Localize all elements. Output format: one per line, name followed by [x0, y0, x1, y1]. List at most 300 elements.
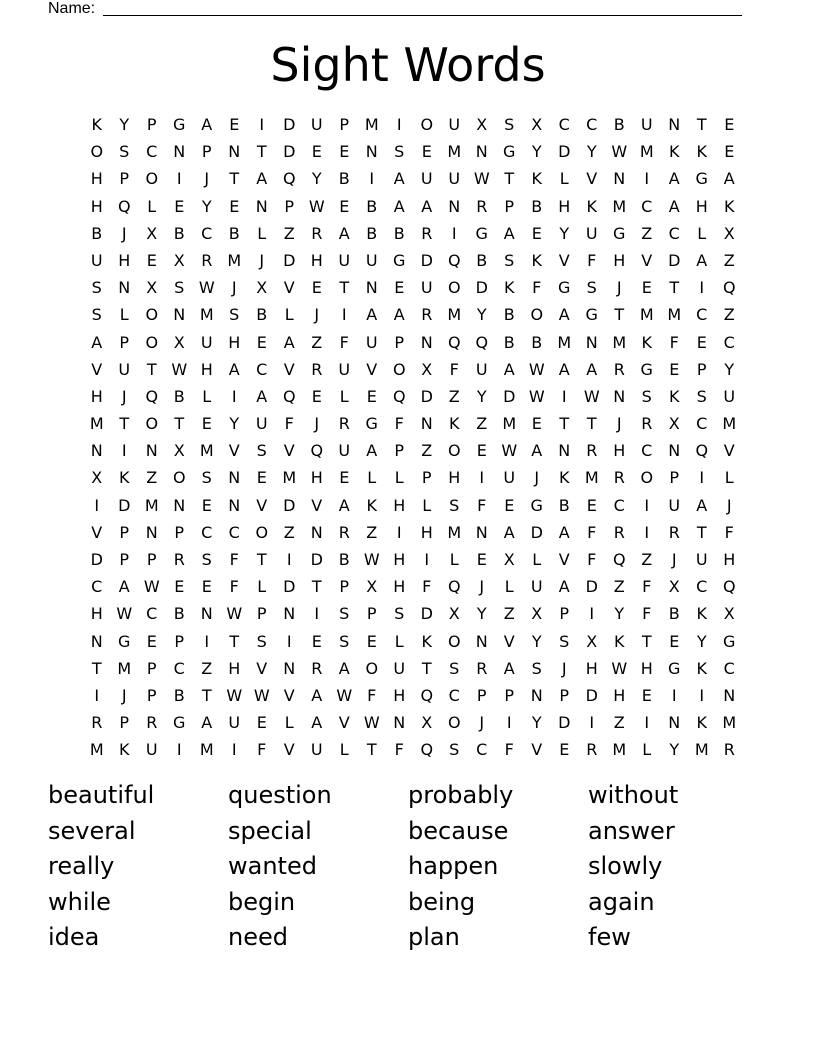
grid-letter: E: [146, 250, 157, 270]
grid-letter: V: [283, 685, 295, 705]
grid-letter: P: [284, 196, 295, 216]
word-list-item: happen: [408, 852, 499, 880]
grid-letter: U: [255, 414, 268, 434]
page-title: Sight Words: [270, 38, 546, 92]
grid-letter: Z: [283, 223, 295, 243]
grid-letter: D: [310, 550, 323, 569]
grid-letter: L: [697, 223, 707, 243]
grid-letter: O: [255, 522, 269, 542]
grid-letter: Z: [366, 522, 378, 542]
grid-letter: Q: [145, 386, 159, 406]
grid-letter: Y: [531, 713, 542, 733]
grid-letter: E: [339, 142, 350, 162]
grid-letter: Q: [282, 386, 296, 406]
grid-letter: K: [696, 604, 707, 624]
grid-letter: G: [558, 278, 571, 298]
grid-letter: T: [504, 169, 515, 189]
grid-letter: K: [531, 250, 542, 270]
grid-letter: O: [447, 441, 461, 461]
grid-letter: A: [338, 495, 350, 515]
grid-letter: M: [89, 740, 104, 760]
grid-letter: Y: [119, 115, 130, 134]
grid-letter: B: [531, 332, 543, 352]
grid-letter: M: [502, 414, 517, 434]
grid-letter: R: [476, 196, 488, 216]
grid-letter: I: [644, 713, 650, 733]
grid-letter: A: [366, 305, 378, 325]
grid-letter: S: [504, 115, 515, 134]
grid-letter: F: [587, 250, 597, 270]
grid-letter: P: [366, 604, 377, 624]
grid-letter: A: [228, 359, 240, 379]
grid-letter: K: [614, 631, 625, 651]
grid-letter: F: [229, 550, 239, 569]
grid-letter: V: [558, 250, 570, 270]
grid-letter: N: [283, 658, 296, 678]
grid-letter: N: [668, 713, 681, 733]
grid-letter: B: [503, 332, 515, 352]
grid-letter: I: [231, 740, 237, 760]
grid-letter: T: [119, 414, 130, 434]
grid-letter: C: [201, 223, 213, 243]
grid-letter: O: [145, 332, 159, 352]
grid-letter: Y: [476, 305, 487, 325]
grid-letter: I: [341, 305, 347, 325]
word-list-item: because: [408, 816, 509, 845]
grid-letter: P: [669, 468, 680, 488]
grid-letter: I: [204, 631, 210, 651]
grid-letter: I: [94, 685, 100, 705]
grid-letter: E: [339, 468, 350, 488]
grid-letter: V: [256, 658, 268, 678]
grid-letter: C: [256, 359, 268, 379]
grid-letter: K: [696, 658, 707, 678]
grid-letter: E: [641, 278, 652, 298]
grid-letter: L: [642, 740, 652, 760]
grid-letter: I: [644, 169, 650, 189]
grid-letter: M: [722, 414, 737, 434]
grid-row: [83, 628, 743, 655]
grid-letter: M: [227, 250, 242, 270]
grid-letter: L: [202, 386, 212, 406]
grid-letter: E: [256, 713, 267, 733]
grid-letter: J: [534, 468, 540, 488]
grid-row: [83, 600, 743, 627]
grid-letter: N: [668, 441, 681, 461]
grid-row: [83, 356, 743, 383]
word-list-item: need: [228, 923, 288, 951]
grid-letter: Z: [476, 414, 488, 434]
grid-letter: V: [586, 169, 598, 189]
grid-letter: S: [559, 631, 570, 651]
grid-letter: I: [589, 713, 595, 733]
grid-letter: F: [642, 577, 652, 597]
grid-letter: E: [559, 740, 570, 760]
grid-letter: I: [121, 441, 127, 461]
grid-letter: J: [314, 414, 320, 434]
grid-letter: K: [696, 142, 707, 162]
grid-letter: J: [121, 386, 127, 406]
grid-letter: P: [256, 604, 267, 624]
grid-letter: I: [396, 115, 402, 134]
grid-letter: L: [284, 305, 294, 325]
grid-letter: O: [530, 305, 544, 325]
grid-letter: K: [559, 468, 570, 488]
grid-letter: A: [338, 658, 350, 678]
grid-letter: R: [146, 713, 158, 733]
grid-letter: A: [393, 305, 405, 325]
grid-letter: V: [283, 359, 295, 379]
grid-letter: S: [531, 658, 542, 678]
grid-letter: U: [118, 359, 131, 379]
grid-letter: B: [228, 223, 240, 243]
grid-letter: W: [171, 359, 188, 379]
grid-letter: E: [641, 685, 652, 705]
grid-letter: H: [558, 196, 571, 216]
grid-letter: N: [393, 713, 406, 733]
word-list-item: being: [408, 887, 476, 916]
grid-letter: Z: [503, 604, 515, 624]
grid-letter: H: [228, 658, 241, 678]
grid-letter: P: [421, 468, 432, 488]
grid-letter: B: [256, 305, 268, 325]
grid-letter: E: [504, 495, 515, 515]
grid-letter: B: [366, 223, 378, 243]
grid-letter: F: [477, 495, 487, 515]
grid-letter: T: [614, 305, 625, 325]
grid-letter: B: [91, 223, 103, 243]
grid-letter: B: [173, 604, 185, 624]
grid-letter: U: [228, 713, 241, 733]
grid-letter: N: [310, 522, 323, 542]
grid-letter: O: [145, 169, 159, 189]
grid-letter: O: [365, 658, 379, 678]
grid-letter: S: [696, 386, 707, 406]
grid-letter: F: [284, 414, 294, 434]
grid-letter: E: [696, 332, 707, 352]
grid-letter: W: [583, 386, 600, 406]
grid-letter: K: [696, 713, 707, 733]
grid-letter: A: [503, 359, 515, 379]
grid-letter: Y: [724, 359, 735, 379]
grid-letter: C: [696, 305, 708, 325]
grid-letter: P: [119, 169, 130, 189]
grid-letter: L: [394, 468, 404, 488]
grid-letter: R: [586, 441, 598, 461]
grid-letter: P: [146, 685, 157, 705]
grid-letter: E: [476, 550, 487, 569]
grid-letter: V: [366, 359, 378, 379]
grid-letter: M: [447, 305, 462, 325]
word-list: [48, 778, 768, 956]
grid-letter: R: [613, 522, 625, 542]
grid-letter: R: [586, 740, 598, 760]
grid-letter: A: [393, 169, 405, 189]
grid-row: [83, 220, 743, 247]
grid-letter: M: [199, 441, 214, 461]
grid-letter: U: [310, 740, 323, 760]
grid-letter: I: [286, 631, 292, 651]
grid-letter: P: [119, 550, 130, 569]
grid-letter: N: [90, 631, 103, 651]
grid-letter: A: [256, 169, 268, 189]
grid-letter: W: [226, 685, 243, 705]
grid-letter: J: [259, 250, 265, 270]
grid-letter: P: [559, 604, 570, 624]
grid-letter: J: [479, 577, 485, 597]
grid-letter: W: [143, 577, 160, 597]
grid-letter: I: [644, 522, 650, 542]
grid-letter: S: [256, 441, 267, 461]
grid-letter: W: [336, 685, 353, 705]
grid-row: [83, 546, 743, 573]
grid-row: [83, 464, 743, 491]
grid-letter: N: [723, 685, 736, 705]
grid-letter: E: [229, 196, 240, 216]
word-list-item: several: [48, 816, 136, 845]
grid-letter: N: [558, 441, 571, 461]
grid-letter: W: [528, 386, 545, 406]
grid-row: [83, 383, 743, 410]
grid-letter: W: [308, 196, 325, 216]
grid-letter: Q: [447, 250, 461, 270]
grid-letter: D: [558, 713, 571, 733]
grid-letter: E: [586, 495, 597, 515]
grid-letter: F: [724, 522, 734, 542]
grid-letter: E: [476, 441, 487, 461]
grid-letter: S: [641, 386, 652, 406]
grid-letter: J: [479, 713, 485, 733]
grid-letter: S: [586, 278, 597, 298]
word-list-item: beautiful: [48, 781, 155, 809]
grid-letter: N: [228, 495, 241, 515]
grid-letter: N: [173, 305, 186, 325]
grid-letter: I: [314, 604, 320, 624]
grid-letter: W: [363, 550, 380, 569]
grid-letter: M: [89, 414, 104, 434]
grid-row: [83, 492, 743, 519]
grid-letter: Z: [613, 577, 625, 597]
grid-letter: S: [504, 250, 515, 270]
grid-letter: T: [174, 414, 185, 434]
grid-letter: N: [530, 685, 543, 705]
grid-letter: A: [558, 577, 570, 597]
grid-letter: V: [558, 550, 570, 569]
name-field: [48, 0, 95, 18]
grid-letter: F: [367, 685, 377, 705]
grid-letter: D: [420, 250, 433, 270]
word-list-item: answer: [588, 816, 675, 845]
grid-letter: X: [91, 468, 103, 488]
grid-letter: R: [338, 522, 350, 542]
grid-letter: A: [668, 196, 680, 216]
grid-letter: J: [671, 550, 677, 569]
grid-letter: H: [90, 386, 103, 406]
grid-letter: N: [475, 631, 488, 651]
grid-letter: L: [559, 169, 569, 189]
grid-letter: D: [283, 495, 296, 515]
grid-letter: E: [174, 196, 185, 216]
grid-row: [83, 519, 743, 546]
grid-letter: N: [613, 386, 626, 406]
grid-letter: R: [723, 740, 735, 760]
grid-letter: H: [90, 196, 103, 216]
grid-letter: E: [724, 115, 735, 134]
grid-letter: Y: [229, 414, 240, 434]
grid-letter: I: [644, 495, 650, 515]
grid-letter: E: [669, 631, 680, 651]
grid-letter: C: [91, 577, 103, 597]
grid-letter: X: [503, 550, 515, 569]
grid-letter: X: [146, 278, 158, 298]
grid-letter: Q: [420, 685, 434, 705]
grid-letter: S: [394, 142, 405, 162]
grid-letter: N: [283, 604, 296, 624]
grid-letter: A: [421, 196, 433, 216]
grid-letter: C: [228, 522, 240, 542]
grid-letter: H: [613, 441, 626, 461]
grid-letter: L: [394, 631, 404, 651]
grid-letter: T: [669, 278, 680, 298]
grid-letter: B: [503, 305, 515, 325]
grid-letter: L: [257, 223, 267, 243]
grid-letter: G: [173, 115, 186, 134]
grid-letter: U: [145, 740, 158, 760]
grid-letter: I: [259, 115, 265, 134]
grid-letter: Q: [722, 577, 736, 597]
grid-letter: A: [91, 332, 103, 352]
grid-letter: J: [616, 278, 622, 298]
grid-letter: E: [311, 142, 322, 162]
grid-letter: X: [531, 604, 543, 624]
grid-letter: D: [503, 386, 516, 406]
grid-letter: E: [421, 142, 432, 162]
grid-letter: Y: [696, 631, 707, 651]
grid-letter: V: [311, 495, 323, 515]
grid-letter: A: [558, 359, 570, 379]
word-list-item: really: [48, 852, 115, 880]
grid-letter: X: [668, 414, 680, 434]
grid-letter: C: [696, 414, 708, 434]
grid-letter: N: [145, 441, 158, 461]
grid-letter: V: [283, 441, 295, 461]
grid-letter: A: [393, 196, 405, 216]
grid-letter: Z: [723, 305, 735, 325]
grid-letter: V: [256, 495, 268, 515]
grid-letter: C: [146, 142, 158, 162]
grid-letter: Z: [283, 522, 295, 542]
grid-letter: G: [585, 305, 598, 325]
grid-letter: E: [229, 115, 240, 134]
grid-letter: B: [558, 495, 570, 515]
grid-letter: U: [668, 495, 681, 515]
grid-letter: E: [339, 196, 350, 216]
grid-letter: K: [724, 196, 735, 216]
grid-letter: I: [94, 495, 100, 515]
grid-letter: L: [284, 713, 294, 733]
grid-letter: U: [640, 115, 653, 134]
word-list-item: probably: [408, 781, 514, 809]
grid-letter: Q: [392, 386, 406, 406]
grid-letter: X: [586, 631, 598, 651]
name-underline[interactable]: [103, 15, 742, 16]
grid-letter: M: [722, 713, 737, 733]
grid-letter: N: [475, 142, 488, 162]
grid-letter: I: [451, 223, 457, 243]
grid-letter: N: [228, 142, 241, 162]
grid-letter: U: [338, 441, 351, 461]
grid-letter: G: [118, 631, 131, 651]
grid-letter: I: [699, 468, 705, 488]
grid-letter: P: [696, 359, 707, 379]
grid-letter: C: [558, 115, 570, 134]
grid-letter: N: [420, 414, 433, 434]
grid-letter: M: [584, 468, 599, 488]
grid-letter: E: [201, 414, 212, 434]
grid-letter: X: [146, 223, 158, 243]
word-list-item: special: [228, 816, 312, 845]
grid-letter: S: [229, 305, 240, 325]
grid-letter: I: [671, 685, 677, 705]
grid-letter: K: [366, 495, 377, 515]
grid-letter: P: [146, 550, 157, 569]
grid-letter: W: [226, 604, 243, 624]
grid-letter: V: [91, 359, 103, 379]
grid-letter: M: [612, 332, 627, 352]
grid-letter: B: [393, 223, 405, 243]
word-list-item: idea: [48, 923, 100, 951]
grid-letter: J: [121, 223, 127, 243]
grid-letter: E: [311, 278, 322, 298]
grid-letter: A: [503, 223, 515, 243]
grid-letter: E: [201, 577, 212, 597]
grid-letter: T: [641, 631, 652, 651]
grid-letter: R: [476, 658, 488, 678]
grid-letter: P: [394, 441, 405, 461]
grid-letter: E: [394, 278, 405, 298]
grid-letter: G: [723, 631, 736, 651]
grid-letter: L: [147, 196, 157, 216]
grid-letter: I: [589, 604, 595, 624]
grid-letter: B: [668, 604, 680, 624]
grid-letter: U: [723, 386, 736, 406]
grid-letter: X: [531, 115, 543, 134]
grid-letter: A: [696, 495, 708, 515]
grid-letter: U: [310, 115, 323, 134]
grid-letter: R: [91, 713, 103, 733]
grid-letter: M: [667, 305, 682, 325]
grid-letter: V: [283, 278, 295, 298]
grid-letter: F: [642, 604, 652, 624]
grid-letter: C: [668, 223, 680, 243]
grid-letter: B: [366, 196, 378, 216]
grid-letter: V: [641, 250, 653, 270]
grid-letter: J: [726, 495, 732, 515]
grid-letter: E: [256, 468, 267, 488]
grid-letter: O: [90, 142, 104, 162]
grid-letter: D: [420, 386, 433, 406]
grid-letter: K: [119, 740, 130, 760]
grid-letter: U: [475, 359, 488, 379]
grid-letter: U: [585, 223, 598, 243]
grid-letter: G: [668, 658, 681, 678]
grid-letter: F: [339, 332, 349, 352]
grid-letter: I: [369, 169, 375, 189]
grid-row: [83, 138, 743, 165]
grid-letter: O: [392, 359, 406, 379]
grid-letter: S: [449, 740, 460, 760]
grid-letter: V: [503, 631, 515, 651]
